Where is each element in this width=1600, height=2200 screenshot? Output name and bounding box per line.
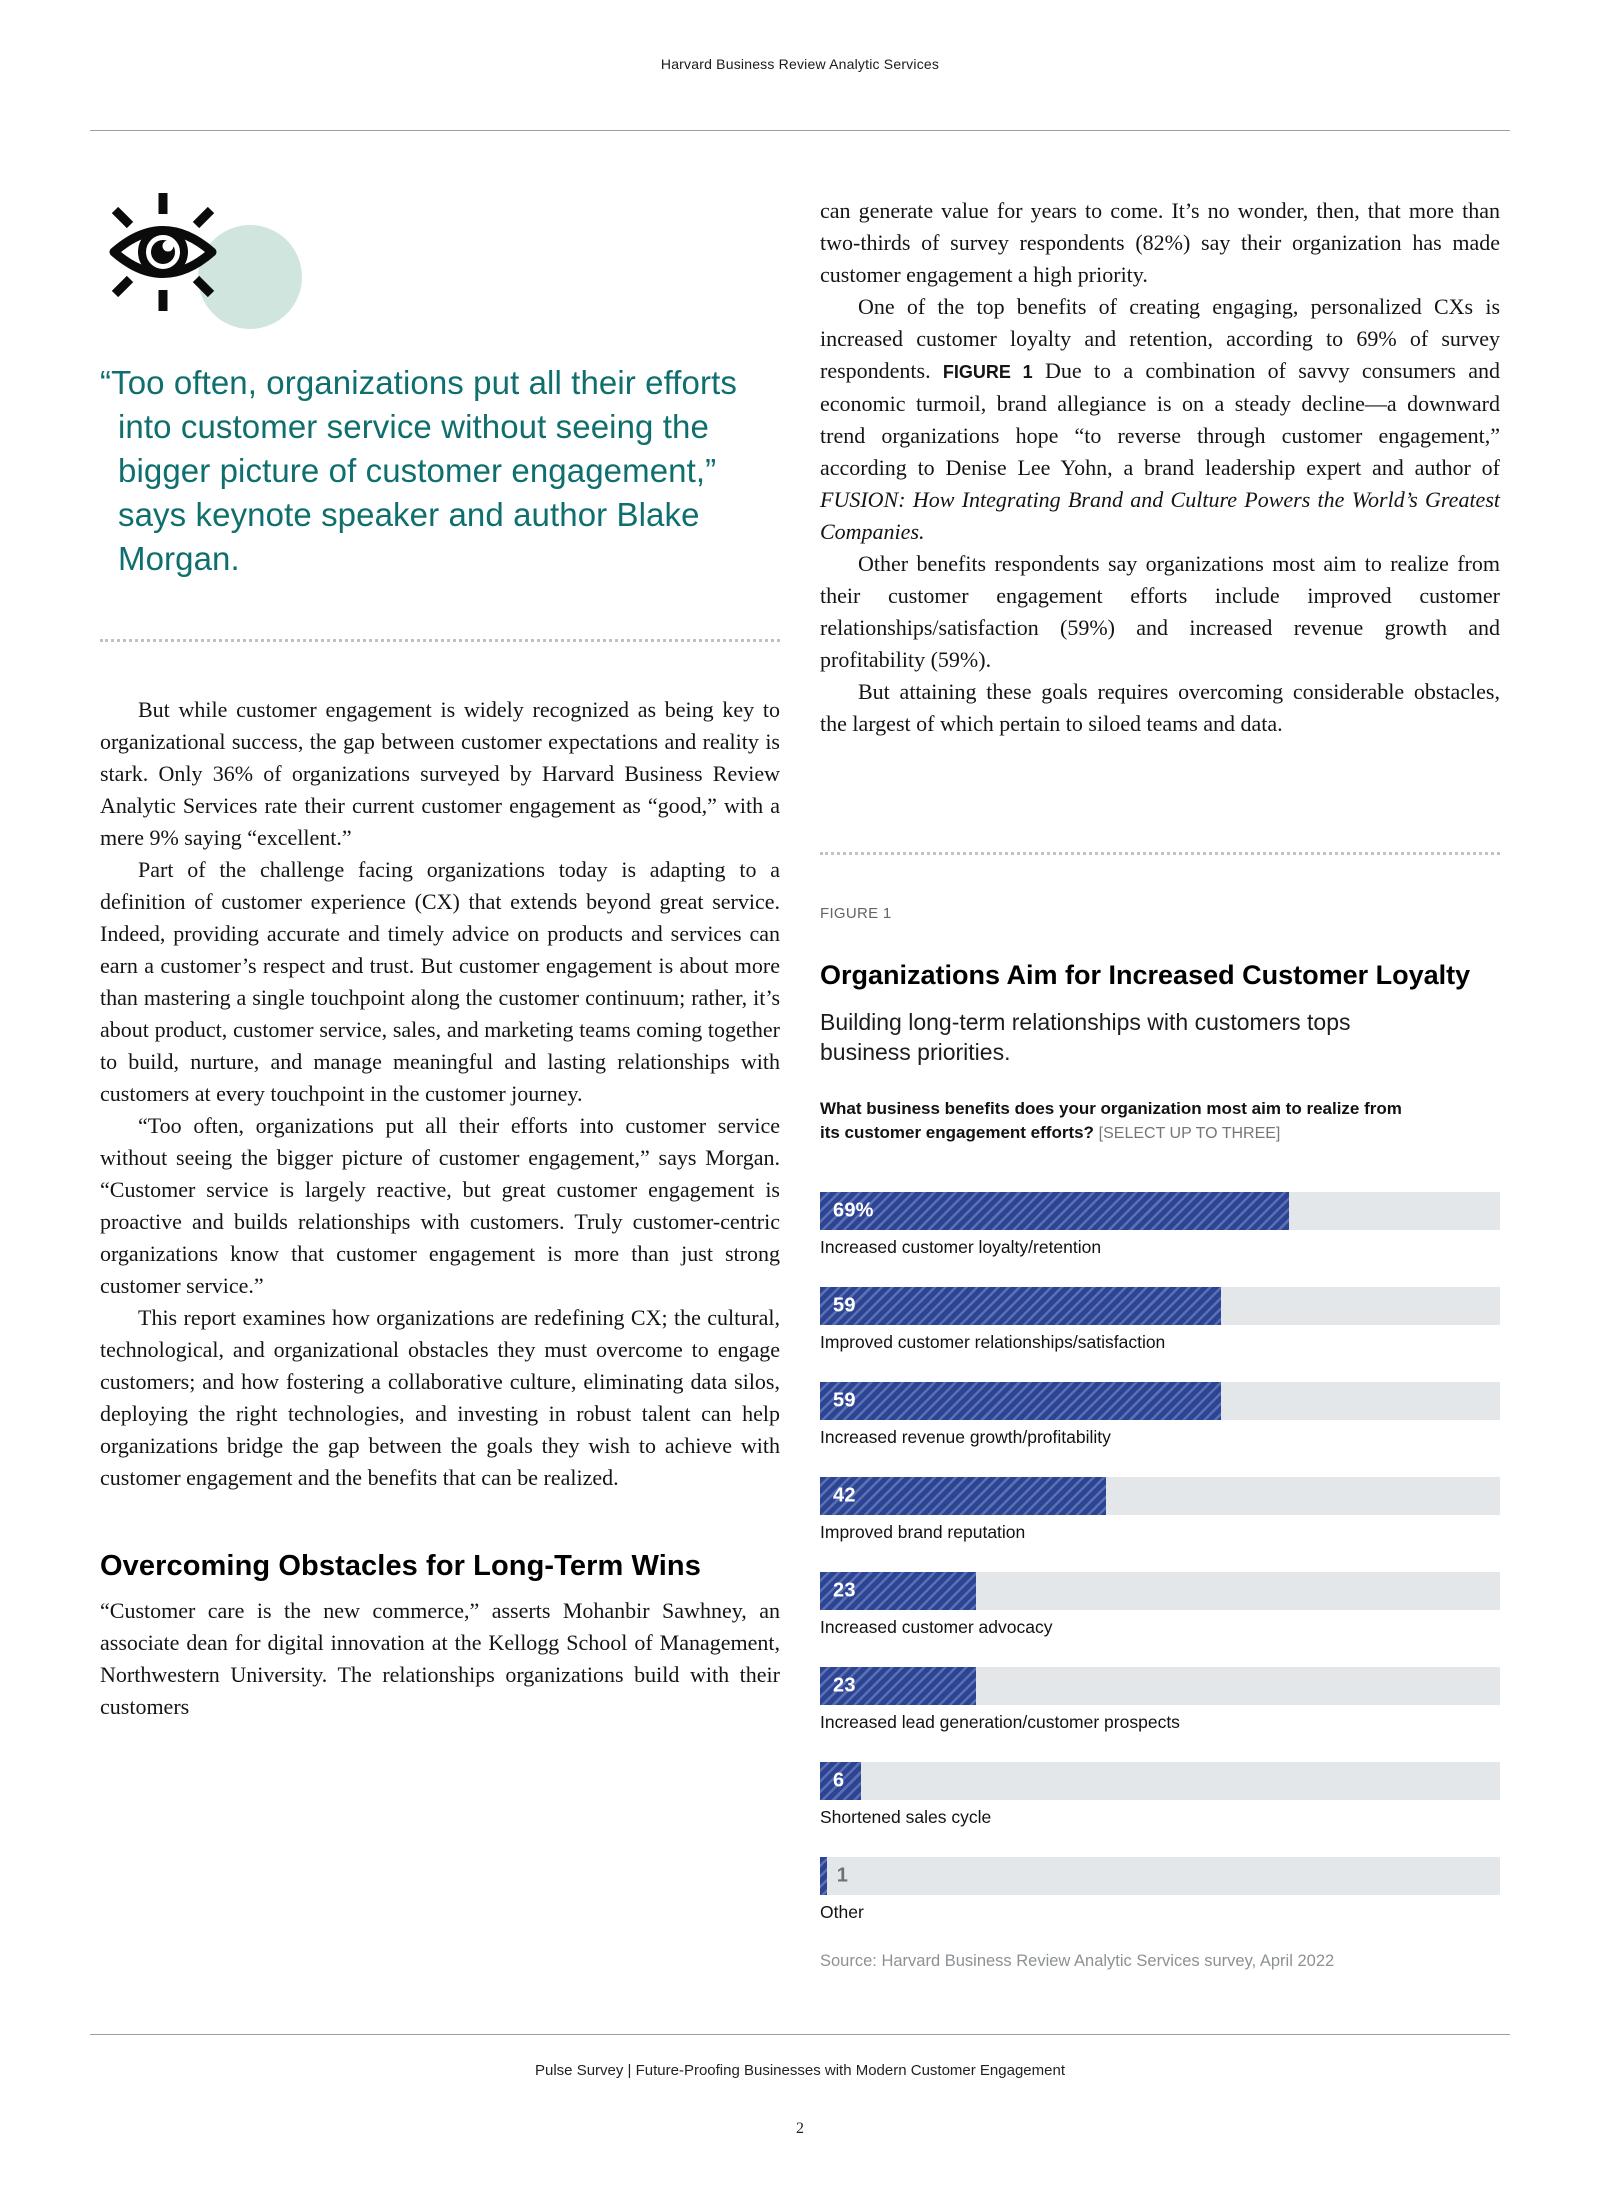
bar-track bbox=[820, 1192, 1500, 1230]
bar-track bbox=[820, 1572, 1500, 1610]
bar-track bbox=[820, 1382, 1500, 1420]
figure-title: Organizations Aim for Increased Customer Loyalty bbox=[820, 960, 1471, 990]
paragraph-text: Due to a combination of savvy consumers and economic turmoil, brand allegiance is on a steady decline—a downward trend organizations hope “to reverse through customer engagement,” according to Denise Lee Yohn, a brand leadership expert and author of bbox=[820, 358, 1501, 480]
eye-icon-svg bbox=[100, 189, 355, 329]
bar-value-label: 59 bbox=[833, 1389, 856, 1412]
bar-fill bbox=[820, 1857, 827, 1895]
bar-track bbox=[820, 1857, 1500, 1895]
bar-value-label: 59 bbox=[833, 1294, 856, 1317]
figure-subtitle: Building long-term relationships with customers tops business priorities. bbox=[820, 1009, 1351, 1065]
paragraph: But while customer engagement is widely recognized as being key to organizational success, the gap between customer expectations and reality is stark. Only 36% of organizations surveyed by Harvard Business Review Analytic Services rate their current customer engagement as “good,” with a mere 9% saying “excellent.” bbox=[100, 697, 780, 850]
bar-chart bbox=[820, 1192, 1500, 1923]
paragraph: But attaining these goals requires overcoming considerable obstacles, the largest of which pertain to siloed teams and data. bbox=[820, 679, 1500, 736]
bar-fill bbox=[820, 1382, 1221, 1420]
bar-track bbox=[820, 1477, 1500, 1515]
figure-question bbox=[820, 1097, 1420, 1146]
bar-category-label: Improved brand reputation bbox=[820, 1522, 1026, 1542]
dotted-divider-left bbox=[100, 639, 780, 642]
paragraph: Other benefits respondents say organizations most aim to realize from their customer engagement efforts include improved customer relationships/satisfaction (59%) and increased revenue growth and profitability (59%). bbox=[820, 551, 1500, 672]
bar-category-label: Improved customer relationships/satisfaction bbox=[820, 1332, 1166, 1352]
bar-track bbox=[820, 1762, 1500, 1800]
paragraph: can generate value for years to come. It’s no wonder, then, that more than two-thirds of survey respondents (82%) say their organization has made customer engagement a high priority. bbox=[820, 198, 1500, 287]
bar-category-label: Other bbox=[820, 1902, 864, 1922]
bar-category-label: Increased lead generation/customer prospects bbox=[820, 1712, 1180, 1732]
pull-quote: “Too often, organizations put all their efforts into customer service without seeing the bigger picture of customer engagement,” says keynote speaker and author Blake Morgan. bbox=[100, 364, 737, 577]
question-note: [SELECT UP TO THREE] bbox=[1098, 1125, 1281, 1142]
bar-row bbox=[820, 1287, 1500, 1353]
eye-icon bbox=[100, 189, 780, 329]
figure-1 bbox=[820, 905, 1500, 1971]
bar-fill bbox=[820, 1192, 1289, 1230]
bar-fill bbox=[820, 1287, 1221, 1325]
footer-rule bbox=[90, 2034, 1510, 2035]
book-title: FUSION: How Integrating Brand and Culture Powers the World’s Greatest Companies. bbox=[820, 487, 1500, 544]
paragraph: Part of the challenge facing organizations today is adapting to a definition of customer experience (CX) that extends beyond great service. Indeed, providing accurate and timely advice on products and services can earn a customer’s respect and trust. But customer engagement is about more than mastering a single touchpoint along the customer continuum; rather, it’s about product, customer service, sales, and marketing teams coming together to build, nurture, and manage meaningful and lasting relationships with customers at every touchpoint in the customer journey. bbox=[100, 857, 780, 1106]
bar-value-label: 42 bbox=[833, 1484, 856, 1507]
figure-source: Source: Harvard Business Review Analytic Services survey, April 2022 bbox=[820, 1952, 1335, 1970]
bar-row bbox=[820, 1762, 1500, 1828]
bar-value-label: 1 bbox=[836, 1864, 849, 1887]
left-column bbox=[100, 131, 780, 1723]
dotted-divider-right bbox=[820, 852, 1500, 855]
header-brand: Harvard Business Review Analytic Services bbox=[660, 56, 940, 72]
paragraph: “Too often, organizations put all their efforts into customer service without seeing the bigger picture of customer engagement,” says Morgan. “Customer service is largely reactive, but great customer engagement is proactive and builds relationships with customers. Truly customer-centric organizations know that customer engagement is more than just strong customer service.” bbox=[100, 1113, 780, 1298]
bar-category-label: Increased customer loyalty/retention bbox=[820, 1237, 1102, 1257]
paragraph: This report examines how organizations are redefining CX; the cultural, technological, and organizational obstacles they must overcome to engage customers; and how fostering a collaborative culture, eliminating data silos, deploying the right technologies, and investing in robust talent can help organizations bridge the gap between the goals they wish to achieve with customer engagement and the benefits that can be realized. bbox=[100, 1305, 780, 1490]
bar-category-label: Increased customer advocacy bbox=[820, 1617, 1053, 1637]
page-number: 2 bbox=[796, 2120, 804, 2137]
bar-row bbox=[820, 1857, 1500, 1923]
bar-row bbox=[820, 1572, 1500, 1638]
footer-text: Pulse Survey | Future-Proofing Businesses with Modern Customer Engagement bbox=[535, 2062, 1065, 2079]
bar-row bbox=[820, 1667, 1500, 1733]
bar-track bbox=[820, 1667, 1500, 1705]
bar-value-label: 23 bbox=[833, 1674, 856, 1697]
section-heading: Overcoming Obstacles for Long-Term Wins bbox=[100, 1550, 701, 1582]
paragraph: “Customer care is the new commerce,” asserts Mohanbir Sawhney, an associate dean for digital innovation at the Kellogg School of Management, Northwestern University. The relationships organizations build with their customers bbox=[100, 1598, 780, 1719]
bar-fill bbox=[820, 1477, 1106, 1515]
bar-category-label: Increased revenue growth/profitability bbox=[820, 1427, 1111, 1447]
right-body-copy bbox=[820, 195, 1500, 740]
bar-row bbox=[820, 1192, 1500, 1258]
bar-value-label: 69% bbox=[833, 1199, 874, 1222]
bar-value-label: 23 bbox=[833, 1579, 856, 1602]
question-text: What business benefits does your organization most aim to realize from its customer engagement efforts? bbox=[820, 1099, 1402, 1142]
bar-row bbox=[820, 1382, 1500, 1448]
paragraph bbox=[820, 291, 1500, 548]
bar-track bbox=[820, 1287, 1500, 1325]
bar-category-label: Shortened sales cycle bbox=[820, 1807, 992, 1827]
figure-reference: FIGURE 1 bbox=[942, 362, 1033, 382]
bar-row bbox=[820, 1477, 1500, 1543]
figure-label: FIGURE 1 bbox=[820, 905, 892, 922]
right-column bbox=[820, 131, 1500, 1971]
left-body-copy bbox=[100, 694, 780, 1494]
bar-value-label: 6 bbox=[833, 1769, 845, 1792]
paragraph-text: One of the top benefits of creating engaging, personalized CXs is increased customer loyalty and retention, according to 69% of survey respondents. bbox=[820, 294, 1500, 383]
